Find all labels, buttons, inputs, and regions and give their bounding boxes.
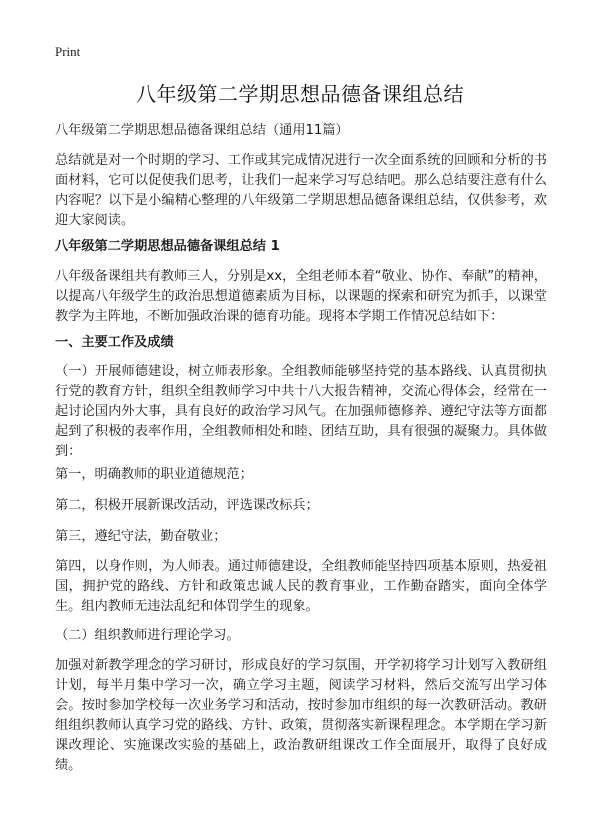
- item-heading: （二）组织教师进行理论学习。: [55, 628, 240, 643]
- intro-paragraph: 总结就是对一个时期的学习、工作或其完成情况进行一次全面系统的回顾和分析的书面材料，它可以促使我们思考，让我们一起来学习写总结吧。那么总结要注意有什么内容呢？以下是小编精心整理的八年级第二学期思想品德备课组总结，仅供参考，欢迎大家阅读。: [55, 153, 547, 228]
- section-heading: 八年级第二学期思想品德备课组总结 1: [55, 239, 280, 254]
- section-paragraph: 八年级备课组共有教师三人，分别是xx，全组老师本着“敬业、协作、奉献”的精神，以提高八年级学生的政治思想道德素质为目标，以课题的探索和研究为抓手，以课堂教学为主阵地，不断加强政治课的德育功能。现将本学期工作情况总结如下：: [55, 269, 547, 324]
- list-item-2: 第二，积极开展新课改活动，评选课改标兵；: [55, 498, 319, 513]
- list-item-4: 第四，以身作则，为人师表。通过师德建设，全组教师能坚持四项基本原则，热爱祖国，拥护党的路线、方针和政策忠诚人民的教育事业，工作勤奋踏实，面向全体学生。组内教师无违法乱纪和体罚学生的现象。: [55, 559, 547, 614]
- part-heading: 一、主要工作及成绩: [55, 335, 174, 350]
- page-title: 八年级第二学期思想品德备课组总结: [136, 82, 464, 106]
- print-link[interactable]: Print: [55, 44, 81, 59]
- item-paragraph: （一）开展师德建设，树立师表形象。全组教师能够坚持党的基本路线、认真贯彻执行党的教育方针，组织全组教师学习中共十八大报告精神，交流心得体会，经常在一起讨论国内外大事，具有良好的政治学习风气。在加强师德修养、遵纪守法等方面都起到了积极的表率作用，全组教师相处和睦、团结互助，具有很强的凝聚力。具体做到：: [55, 364, 547, 459]
- item-paragraph-2: 加强对新教学理念的学习研讨，形成良好的学习氛围，开学初将学习计划写入教研组计划，每半月集中学习一次，确立学习主题，阅读学习材料，然后交流写出学习体会。按时参加学校每一次业务学习和活动，按时参加市组织的每一次教研活动。教研组组织教师认真学习党的路线、方针、政策，贯彻落实新课程理念。本学期在学习新课改理论、实施课改实验的基础上，政治教研组课改工作全面展开，取得了良好成绩。: [55, 658, 547, 773]
- list-item-1: 第一，明确教师的职业道德规范；: [55, 467, 253, 482]
- subtitle: 八年级第二学期思想品德备课组总结（通用11篇）: [55, 123, 349, 138]
- list-item-3: 第三，遵纪守法，勤奋敬业；: [55, 529, 227, 544]
